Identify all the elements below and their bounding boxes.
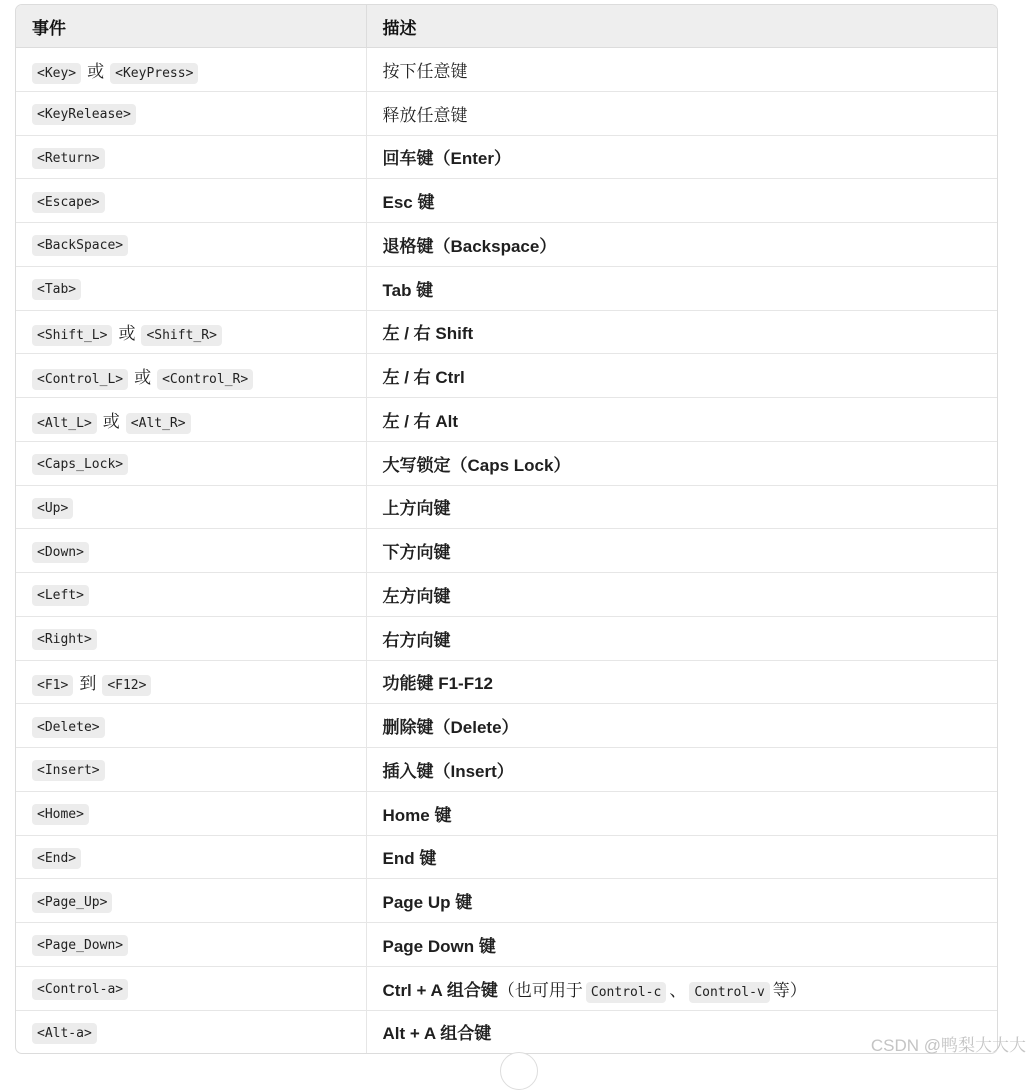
description-text: 左方向键 [382, 586, 451, 606]
event-cell [16, 398, 366, 442]
event-cell [16, 441, 366, 485]
key-events-table [16, 5, 997, 1053]
description-cell [366, 485, 997, 529]
event-code: <Right> [32, 629, 97, 650]
description-text: Home 键 [382, 805, 452, 825]
event-cell [16, 573, 366, 617]
event-cell [16, 1010, 366, 1053]
event-code: <Control_L> [32, 369, 128, 390]
inline-code: Control-c [586, 982, 666, 1003]
table-row [16, 573, 997, 617]
description-text: Alt + A 组合键 [382, 1024, 492, 1044]
event-code: <Insert> [32, 760, 105, 781]
table-body [16, 48, 997, 1054]
event-code: <Alt_R> [126, 413, 191, 434]
event-code: <KeyPress> [110, 63, 198, 84]
description-text: 下方向键 [382, 543, 451, 563]
event-cell [16, 835, 366, 879]
description-text: 按下任意键 [382, 61, 468, 81]
description-cell [366, 704, 997, 748]
event-code: <Tab> [32, 279, 81, 300]
event-cell [16, 266, 366, 310]
description-cell [366, 748, 997, 792]
description-text: Tab 键 [382, 280, 434, 300]
scroll-top-button[interactable] [500, 1052, 538, 1090]
description-text: 左 / 右 Shift [382, 324, 474, 344]
event-code: <Home> [32, 804, 89, 825]
event-separator: 到 [79, 674, 97, 694]
event-cell [16, 529, 366, 573]
description-note: （也可用于 [497, 980, 583, 1000]
table-row [16, 748, 997, 792]
description-text: 右方向键 [382, 630, 451, 650]
event-cell [16, 704, 366, 748]
description-cell [366, 135, 997, 179]
event-code: <Left> [32, 585, 89, 606]
event-code: <Down> [32, 542, 89, 563]
event-code: <Control-a> [32, 979, 128, 1000]
description-cell [366, 573, 997, 617]
event-cell [16, 616, 366, 660]
table-row [16, 966, 997, 1010]
event-cell [16, 660, 366, 704]
table-row [16, 398, 997, 442]
description-cell [366, 48, 997, 92]
header-event: 事件 [16, 5, 366, 48]
table-row [16, 485, 997, 529]
event-code: <Key> [32, 63, 81, 84]
event-code: <Delete> [32, 717, 105, 738]
table-row [16, 616, 997, 660]
event-code: <Page_Up> [32, 892, 112, 913]
table-row [16, 879, 997, 923]
description-cell [366, 966, 997, 1010]
event-cell [16, 485, 366, 529]
description-text: 退格键（Backspace） [382, 236, 557, 256]
event-code: <Shift_R> [141, 325, 221, 346]
event-separator: 或 [87, 61, 105, 81]
description-text: 左 / 右 Ctrl [382, 368, 465, 388]
description-cell [366, 660, 997, 704]
event-separator: 或 [134, 368, 152, 388]
description-text: 左 / 右 Alt [382, 411, 459, 431]
event-cell [16, 91, 366, 135]
event-code: <Escape> [32, 192, 105, 213]
description-text: Esc 键 [382, 193, 435, 213]
table-row [16, 266, 997, 310]
description-text: 删除键（Delete） [382, 718, 519, 738]
description-cell [366, 310, 997, 354]
event-cell [16, 966, 366, 1010]
event-code: <Alt_L> [32, 413, 97, 434]
description-text: 上方向键 [382, 499, 451, 519]
description-cell [366, 398, 997, 442]
event-cell [16, 748, 366, 792]
event-code: <KeyRelease> [32, 104, 136, 125]
event-cell [16, 354, 366, 398]
description-text: 释放任意键 [382, 105, 468, 125]
event-cell [16, 791, 366, 835]
event-code: <Page_Down> [32, 935, 128, 956]
header-description: 描述 [366, 5, 997, 48]
table-row [16, 529, 997, 573]
table-row [16, 791, 997, 835]
description-note: 、 [669, 980, 687, 1000]
table-row [16, 48, 997, 92]
description-cell [366, 923, 997, 967]
description-cell [366, 223, 997, 267]
event-cell [16, 135, 366, 179]
event-code: <Shift_L> [32, 325, 112, 346]
description-cell [366, 835, 997, 879]
description-cell [366, 441, 997, 485]
description-text: 回车键（Enter） [382, 149, 511, 169]
description-cell [366, 179, 997, 223]
table-row [16, 704, 997, 748]
table-row [16, 835, 997, 879]
table-row [16, 223, 997, 267]
event-code: <BackSpace> [32, 235, 128, 256]
table-row [16, 135, 997, 179]
description-cell [366, 354, 997, 398]
table-row [16, 1010, 997, 1053]
event-code: <Up> [32, 498, 73, 519]
event-cell [16, 48, 366, 92]
description-text: 大写锁定（Caps Lock） [382, 455, 571, 475]
event-cell [16, 310, 366, 354]
key-events-table-container [15, 4, 998, 1054]
event-code: <Return> [32, 148, 105, 169]
description-text: Page Up 键 [382, 893, 473, 913]
event-code: <Caps_Lock> [32, 454, 128, 475]
description-note: 等） [772, 980, 807, 1000]
description-cell [366, 616, 997, 660]
description-text: Page Down 键 [382, 936, 496, 956]
event-code: <End> [32, 848, 81, 869]
table-row [16, 310, 997, 354]
event-code: <Control_R> [157, 369, 253, 390]
event-cell [16, 923, 366, 967]
csdn-watermark: CSDN @鸭梨大大大 [870, 1036, 1026, 1055]
table-row [16, 660, 997, 704]
event-code: <F1> [32, 675, 73, 696]
event-cell [16, 223, 366, 267]
event-cell [16, 879, 366, 923]
table-row [16, 354, 997, 398]
description-cell [366, 529, 997, 573]
description-cell [366, 266, 997, 310]
description-cell [366, 791, 997, 835]
event-code: <Alt-a> [32, 1023, 97, 1044]
event-cell [16, 179, 366, 223]
table-row [16, 91, 997, 135]
event-separator: 或 [118, 324, 136, 344]
table-row [16, 441, 997, 485]
table-header-row [16, 5, 997, 48]
event-separator: 或 [102, 411, 120, 431]
description-text: End 键 [382, 849, 437, 869]
description-cell [366, 91, 997, 135]
description-text: 功能键 F1-F12 [382, 674, 494, 694]
description-text: Ctrl + A 组合键 [382, 980, 498, 1000]
table-row [16, 179, 997, 223]
description-cell [366, 879, 997, 923]
event-code: <F12> [102, 675, 151, 696]
table-row [16, 923, 997, 967]
description-text: 插入键（Insert） [382, 761, 514, 781]
inline-code: Control-v [689, 982, 769, 1003]
